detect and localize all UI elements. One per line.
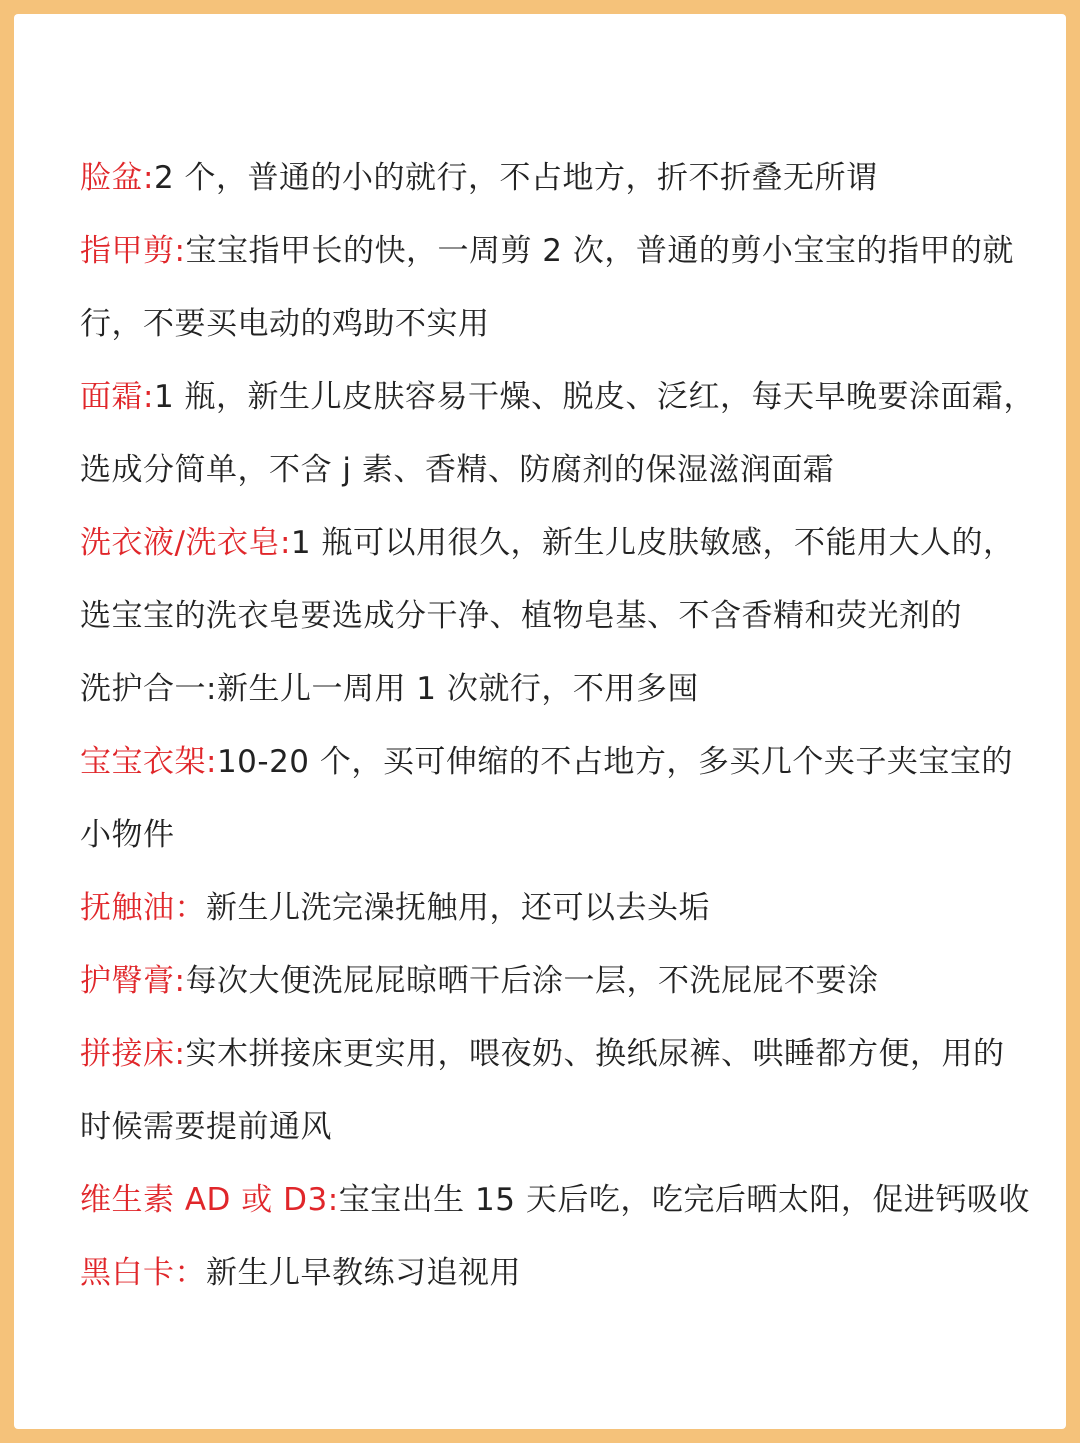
item-text: 1 瓶，新生儿皮肤容易干燥、脱皮、泛红，每天早晚要涂面霜，: [153, 379, 1036, 415]
list-item: [80, 945, 1060, 1018]
item-key: 指甲剪:: [80, 233, 186, 269]
item-text: 实木拼接床更实用，喂夜奶、换纸尿裤、哄睡都方便，用的: [185, 1036, 1005, 1072]
list-item: [80, 1091, 1060, 1164]
item-text: 新生儿洗完澡抚触用，还可以去头垢: [206, 890, 710, 926]
item-list: [80, 142, 1060, 1310]
list-item: [80, 726, 1060, 799]
item-key: 面霜:: [80, 379, 154, 415]
list-item: [80, 1018, 1060, 1091]
item-text: 行，不要买电动的鸡助不实用: [80, 306, 490, 342]
list-item: [80, 507, 1060, 580]
content-card: [14, 14, 1066, 1429]
item-text: 时候需要提前通风: [80, 1109, 332, 1145]
item-text: 选宝宝的洗衣皂要选成分干净、植物皂基、不含香精和荧光剂的: [80, 598, 962, 634]
list-item: [80, 142, 1060, 215]
list-item: [80, 361, 1060, 434]
item-text: 每次大便洗屁屁晾晒干后涂一层，不洗屁屁不要涂: [185, 963, 879, 999]
list-item: [80, 653, 1060, 726]
list-item: [80, 215, 1060, 288]
item-key: 维生素 AD 或 D3:: [80, 1182, 339, 1218]
item-text: 2 个，普通的小的就行，不占地方，折不折叠无所谓: [153, 160, 878, 196]
list-item: [80, 1164, 1060, 1237]
list-item: [80, 580, 1060, 653]
list-item: [80, 434, 1060, 507]
item-text: 1 瓶可以用很久，新生儿皮肤敏感，不能用大人的，: [290, 525, 1015, 561]
item-key: 拼接床:: [80, 1036, 186, 1072]
list-item: [80, 799, 1060, 872]
list-item: [80, 288, 1060, 361]
item-text: 10-20 个，买可伸缩的不占地方，多买几个夹子夹宝宝的: [216, 744, 1013, 780]
item-text: 新生儿早教练习追视用: [206, 1255, 521, 1291]
item-text: 洗护合一:新生儿一周用 1 次就行，不用多囤: [80, 671, 699, 707]
item-text: 选成分简单，不含 j 素、香精、防腐剂的保湿滋润面霜: [80, 452, 835, 488]
item-text: 宝宝出生 15 天后吃，吃完后晒太阳，促进钙吸收: [338, 1182, 1030, 1218]
item-key: 洗衣液/洗衣皂:: [80, 525, 291, 561]
item-key: 护臀膏:: [80, 963, 186, 999]
item-text: 小物件: [80, 817, 175, 853]
item-key: 黑白卡：: [80, 1255, 206, 1291]
item-key: 脸盆:: [80, 160, 154, 196]
item-text: 宝宝指甲长的快，一周剪 2 次，普通的剪小宝宝的指甲的就: [185, 233, 1014, 269]
list-item: [80, 1237, 1060, 1310]
item-key: 宝宝衣架:: [80, 744, 217, 780]
list-item: [80, 872, 1060, 945]
item-key: 抚触油：: [80, 890, 206, 926]
